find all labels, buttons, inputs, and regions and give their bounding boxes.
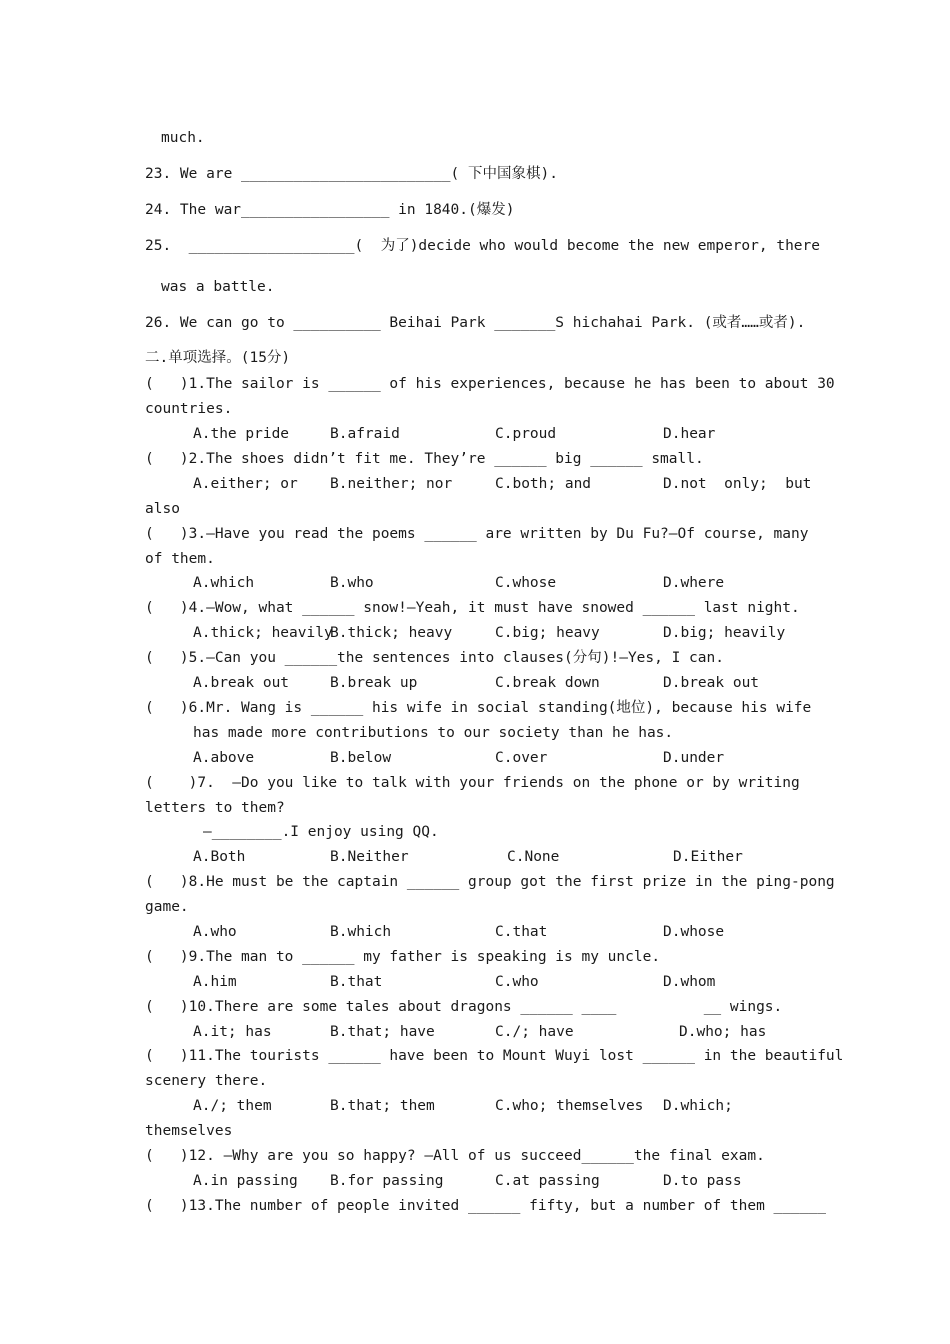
question-stem-cont: scenery there. bbox=[145, 1073, 268, 1089]
option-d: D.where bbox=[663, 575, 725, 591]
option-a: A.above bbox=[193, 750, 255, 766]
question-stem: ( )13.The number of people invited ______ fifty, but a number of them ______ bbox=[145, 1198, 826, 1214]
option-a: A.in passing bbox=[193, 1173, 298, 1189]
fill-line-25-cont: was a battle. bbox=[161, 279, 275, 295]
option-d: D.hear bbox=[663, 426, 716, 442]
option-c: C.whose bbox=[495, 575, 557, 591]
question-stem-cont: has made more contributions to our society than he has. bbox=[193, 725, 674, 741]
option-d: D.under bbox=[663, 750, 725, 766]
fill-line-22-tail: much. bbox=[161, 130, 205, 146]
option-d-cont: also bbox=[145, 501, 180, 517]
question-stem: ( )9.The man to ______ my father is speaking is my uncle. bbox=[145, 949, 661, 965]
fill-line-26: 26. We can go to __________ Beihai Park _______S hichahai Park. (或者……或者). bbox=[145, 315, 806, 331]
option-c: C.break down bbox=[495, 675, 600, 691]
option-d: D.break out bbox=[663, 675, 760, 691]
option-a: A.Both bbox=[193, 849, 246, 865]
option-b: B.who bbox=[330, 575, 374, 591]
question-stem: ( )2.The shoes didn’t fit me. They’re ______ big ______ small. bbox=[145, 451, 704, 467]
option-b: B.thick; heavy bbox=[330, 625, 453, 641]
question-stem: ( )6.Mr. Wang is ______ his wife in social standing(地位), because his wife bbox=[145, 700, 812, 716]
question-stem: ( )7. —Do you like to talk with your friends on the phone or by writing bbox=[145, 775, 800, 791]
option-a: A.it; has bbox=[193, 1024, 272, 1040]
option-c: C.None bbox=[507, 849, 560, 865]
question-stem-cont: countries. bbox=[145, 401, 233, 417]
option-d: D.which; bbox=[663, 1098, 733, 1114]
option-b: B.for passing bbox=[330, 1173, 444, 1189]
question-stem: ( )8.He must be the captain ______ group got the first prize in the ping-pong bbox=[145, 874, 835, 890]
option-c: C./; have bbox=[495, 1024, 574, 1040]
question-stem-cont: game. bbox=[145, 899, 189, 915]
question-stem: ( )1.The sailor is ______ of his experiences, because he has been to about 30 bbox=[145, 376, 835, 392]
option-c: C.over bbox=[495, 750, 548, 766]
option-a: A.either; or bbox=[193, 476, 298, 492]
option-c: C.who bbox=[495, 974, 539, 990]
option-d: D.big; heavily bbox=[663, 625, 786, 641]
option-c: C.who; themselves bbox=[495, 1098, 644, 1114]
option-d: D.not only; but bbox=[663, 476, 812, 492]
fill-line-23: 23. We are ________________________( 下中国象棋). bbox=[145, 166, 558, 182]
question-stem-cont: of them. bbox=[145, 551, 215, 567]
option-c: C.at passing bbox=[495, 1173, 600, 1189]
question-stem: ( )10.There are some tales about dragons ______ ____ __ wings. bbox=[145, 999, 783, 1015]
question-stem: ( )3.—Have you read the poems ______ are written by Du Fu?—Of course, many bbox=[145, 526, 809, 542]
option-a: A./; them bbox=[193, 1098, 272, 1114]
option-b: B.Neither bbox=[330, 849, 409, 865]
fill-line-25: 25. ___________________( 为了)decide who would become the new emperor, there bbox=[145, 238, 821, 254]
question-stem: ( )11.The tourists ______ have been to Mount Wuyi lost ______ in the beautiful bbox=[145, 1048, 844, 1064]
option-d: D.whom bbox=[663, 974, 716, 990]
option-b: B.that; have bbox=[330, 1024, 435, 1040]
option-c: C.big; heavy bbox=[495, 625, 600, 641]
option-a: A.thick; heavily bbox=[193, 625, 333, 641]
option-b: B.that; them bbox=[330, 1098, 435, 1114]
option-c: C.both; and bbox=[495, 476, 592, 492]
question-stem: ( )12. —Why are you so happy? —All of us succeed______the final exam. bbox=[145, 1148, 765, 1164]
option-b: B.break up bbox=[330, 675, 418, 691]
option-b: B.afraid bbox=[330, 426, 400, 442]
option-d-cont: themselves bbox=[145, 1123, 233, 1139]
option-d: D.Either bbox=[673, 849, 743, 865]
option-a: A.break out bbox=[193, 675, 290, 691]
option-a: A.the pride bbox=[193, 426, 290, 442]
question-reply: —________.I enjoy using QQ. bbox=[203, 824, 439, 840]
option-a: A.which bbox=[193, 575, 255, 591]
fill-line-24: 24. The war_________________ in 1840.(爆发) bbox=[145, 202, 515, 218]
question-stem: ( )4.—Wow, what ______ snow!—Yeah, it must have snowed ______ last night. bbox=[145, 600, 800, 616]
option-d: D.whose bbox=[663, 924, 725, 940]
question-stem: ( )5.—Can you ______the sentences into clauses(分句)!—Yes, I can. bbox=[145, 650, 724, 666]
option-d: D.who; has bbox=[679, 1024, 767, 1040]
option-c: C.proud bbox=[495, 426, 557, 442]
option-a: A.who bbox=[193, 924, 237, 940]
option-b: B.neither; nor bbox=[330, 476, 453, 492]
option-b: B.which bbox=[330, 924, 392, 940]
option-b: B.that bbox=[330, 974, 383, 990]
option-d: D.to pass bbox=[663, 1173, 742, 1189]
option-b: B.below bbox=[330, 750, 392, 766]
option-c: C.that bbox=[495, 924, 548, 940]
question-stem-cont: letters to them? bbox=[145, 800, 285, 816]
option-a: A.him bbox=[193, 974, 237, 990]
section-title: 二.单项选择。(15分) bbox=[145, 350, 291, 366]
